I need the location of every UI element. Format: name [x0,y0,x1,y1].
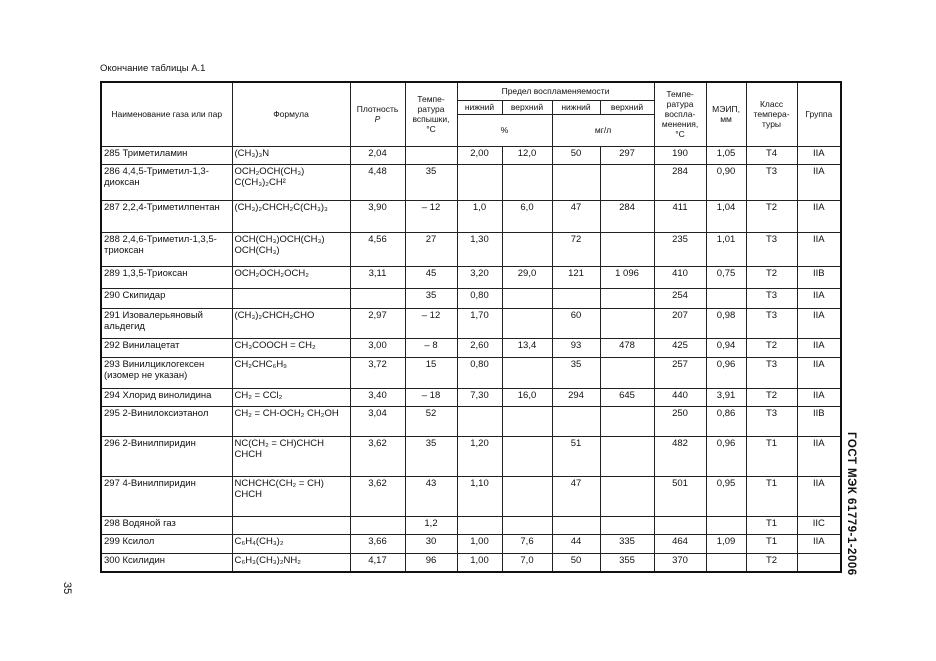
cell-ign: 257 [654,357,706,388]
header-flammability-limit: Предел воспламеняемости [457,82,654,100]
cell-mesg [706,553,746,572]
header-formula: Формула [232,82,350,146]
cell-formula: NC(CH₂ = CH)CHCH CHCH [232,436,350,476]
cell-name: 295 2-Винилоксиэтанол [101,406,232,436]
cell-low-pct: 2,00 [457,146,502,164]
cell-ign: 501 [654,476,706,516]
substances-table [100,81,842,573]
cell-low-mg: 50 [552,146,600,164]
cell-low-mg [552,406,600,436]
cell-tclass: T2 [746,338,797,357]
cell-density: 2,04 [350,146,405,164]
cell-ign: 284 [654,164,706,200]
cell-group: IIA [797,164,841,200]
cell-flash: 35 [405,164,457,200]
cell-low-mg: 51 [552,436,600,476]
cell-low-pct: 2,60 [457,338,502,357]
cell-low-pct: 1,30 [457,232,502,266]
cell-ign: 440 [654,388,706,406]
cell-low-pct: 1,70 [457,308,502,338]
cell-flash: – 18 [405,388,457,406]
cell-ign: 410 [654,266,706,288]
cell-up-pct: 7,0 [502,553,552,572]
cell-up-mg [600,476,654,516]
cell-mesg [706,288,746,308]
cell-density: 3,00 [350,338,405,357]
cell-group: IIA [797,388,841,406]
cell-density [350,288,405,308]
cell-mesg: 0,96 [706,436,746,476]
cell-name: 289 1,3,5-Триоксан [101,266,232,288]
cell-ign: 370 [654,553,706,572]
page-number: 35 [61,582,73,595]
cell-up-pct [502,357,552,388]
cell-mesg: 0,94 [706,338,746,357]
cell-formula: CH₃COOCH = CH₂ [232,338,350,357]
table-row [101,308,841,338]
cell-low-mg: 93 [552,338,600,357]
cell-low-mg: 47 [552,476,600,516]
table-row [101,164,841,200]
header-flash-point: Темпе-ратура вспышки, °С [405,82,457,146]
cell-up-mg: 478 [600,338,654,357]
cell-low-pct: 1,0 [457,200,502,232]
cell-group: IIA [797,308,841,338]
cell-formula: CH₂CHC₆H₉ [232,357,350,388]
cell-up-mg: 1 096 [600,266,654,288]
cell-up-mg: 645 [600,388,654,406]
cell-group: IIA [797,534,841,553]
cell-tclass: T1 [746,534,797,553]
cell-ign: 235 [654,232,706,266]
cell-low-pct [457,516,502,534]
cell-density: 4,48 [350,164,405,200]
cell-tclass: T3 [746,164,797,200]
cell-flash: 30 [405,534,457,553]
cell-up-pct: 12,0 [502,146,552,164]
cell-low-pct: 7,30 [457,388,502,406]
cell-density: 3,04 [350,406,405,436]
header-mg-per-l: мг/л [552,114,654,146]
header-mesg: МЭИП, мм [706,82,746,146]
cell-formula: CH₂ = CCl₂ [232,388,350,406]
cell-flash: 96 [405,553,457,572]
header-upper-pct: верхний [502,100,552,114]
cell-low-mg: 72 [552,232,600,266]
cell-up-pct: 29,0 [502,266,552,288]
cell-group: IIA [797,146,841,164]
cell-mesg: 0,90 [706,164,746,200]
cell-low-mg: 47 [552,200,600,232]
cell-tclass: T1 [746,436,797,476]
cell-formula [232,516,350,534]
cell-name: 299 Ксилол [101,534,232,553]
table-row [101,232,841,266]
cell-name: 287 2,2,4-Триметилпентан [101,200,232,232]
header-lower-mg: нижний [552,100,600,114]
cell-up-mg: 335 [600,534,654,553]
table-header [101,82,841,146]
cell-up-mg [600,436,654,476]
cell-up-pct [502,164,552,200]
cell-up-pct [502,308,552,338]
cell-formula: OCH(CH₃)OCH(CH₃) OCH(CH₃) [232,232,350,266]
cell-flash: – 12 [405,200,457,232]
cell-up-mg [600,164,654,200]
cell-mesg: 0,75 [706,266,746,288]
cell-density: 4,56 [350,232,405,266]
cell-up-pct: 6,0 [502,200,552,232]
cell-up-mg [600,232,654,266]
cell-group [797,553,841,572]
header-density-label: Плотность [356,104,399,115]
table-row [101,357,841,388]
cell-ign: 411 [654,200,706,232]
cell-ign: 464 [654,534,706,553]
cell-ign: 250 [654,406,706,436]
cell-ign: 482 [654,436,706,476]
cell-mesg [706,516,746,534]
cell-mesg: 0,95 [706,476,746,516]
table-row [101,338,841,357]
cell-mesg: 0,96 [706,357,746,388]
cell-group: IIB [797,406,841,436]
cell-density: 3,11 [350,266,405,288]
cell-flash: 35 [405,288,457,308]
cell-ign: 190 [654,146,706,164]
cell-group: IIC [797,516,841,534]
cell-mesg: 1,01 [706,232,746,266]
cell-low-mg [552,516,600,534]
cell-mesg: 1,09 [706,534,746,553]
table-row [101,476,841,516]
header-percent: % [457,114,552,146]
cell-tclass: T3 [746,232,797,266]
cell-flash: 43 [405,476,457,516]
table-row [101,146,841,164]
cell-flash: 27 [405,232,457,266]
cell-name: 298 Водяной газ [101,516,232,534]
cell-tclass: T3 [746,406,797,436]
cell-low-mg [552,164,600,200]
cell-formula: (CH₃)₂CHCH₂C(CH₃)₃ [232,200,350,232]
table-row [101,266,841,288]
cell-formula: OCH₂OCH(CH₃) C(CH₃)₂CH² [232,164,350,200]
cell-low-mg [552,288,600,308]
cell-formula: C₆H₃(CH₃)₂NH₂ [232,553,350,572]
cell-group: IIA [797,288,841,308]
cell-formula: C₆H₄(CH₃)₂ [232,534,350,553]
cell-group: IIA [797,200,841,232]
table-row [101,553,841,572]
cell-density: 3,72 [350,357,405,388]
table-body [101,146,841,572]
cell-up-mg: 355 [600,553,654,572]
cell-tclass: T3 [746,357,797,388]
cell-density: 4,17 [350,553,405,572]
cell-low-pct [457,164,502,200]
cell-up-mg [600,288,654,308]
cell-name: 294 Хлорид винолидина [101,388,232,406]
cell-low-mg: 294 [552,388,600,406]
cell-up-pct: 7,6 [502,534,552,553]
cell-group: IIA [797,357,841,388]
table-row [101,288,841,308]
cell-density: 3,66 [350,534,405,553]
cell-up-pct [502,406,552,436]
cell-up-mg: 297 [600,146,654,164]
cell-tclass: T2 [746,266,797,288]
cell-up-mg [600,357,654,388]
cell-low-mg: 121 [552,266,600,288]
cell-name: 293 Винилциклогексен (изомер не указан) [101,357,232,388]
cell-flash: 35 [405,436,457,476]
cell-flash: – 8 [405,338,457,357]
cell-name: 290 Скипидар [101,288,232,308]
cell-ign: 254 [654,288,706,308]
cell-density: 3,40 [350,388,405,406]
cell-density: 2,97 [350,308,405,338]
cell-ign: 207 [654,308,706,338]
cell-tclass: T3 [746,288,797,308]
cell-up-pct: 16,0 [502,388,552,406]
cell-mesg: 3,91 [706,388,746,406]
cell-up-pct [502,232,552,266]
cell-low-mg: 44 [552,534,600,553]
cell-flash: 52 [405,406,457,436]
cell-group: IIA [797,232,841,266]
cell-low-pct: 0,80 [457,288,502,308]
cell-tclass: T4 [746,146,797,164]
table-row [101,406,841,436]
cell-name: 286 4,4,5-Триметил-1,3-диоксан [101,164,232,200]
cell-tclass: T2 [746,388,797,406]
cell-low-pct: 1,00 [457,534,502,553]
cell-tclass: T2 [746,200,797,232]
cell-group: IIA [797,476,841,516]
cell-tclass: T2 [746,553,797,572]
cell-ign [654,516,706,534]
cell-low-mg: 60 [552,308,600,338]
cell-name: 292 Винилацетат [101,338,232,357]
cell-group: IIA [797,436,841,476]
header-group: Группа [797,82,841,146]
cell-tclass: T1 [746,476,797,516]
cell-up-mg [600,406,654,436]
cell-up-mg [600,308,654,338]
cell-low-pct [457,406,502,436]
table-row [101,200,841,232]
cell-mesg: 0,86 [706,406,746,436]
cell-up-pct [502,476,552,516]
cell-tclass: T3 [746,308,797,338]
cell-name: 297 4-Винилпиридин [101,476,232,516]
cell-tclass: T1 [746,516,797,534]
cell-low-pct: 1,10 [457,476,502,516]
cell-formula: (CH₃)₂CHCH₂CHO [232,308,350,338]
cell-flash: 45 [405,266,457,288]
header-name: Наименование газа или пар [101,82,232,146]
header-density-symbol: P [374,114,381,125]
table-row [101,388,841,406]
cell-formula: CH₂ = CH-OCH₂ CH₂OH [232,406,350,436]
cell-formula: NCHCHC(CH₂ = CH) CHCH [232,476,350,516]
cell-group: IIB [797,266,841,288]
cell-name: 285 Триметиламин [101,146,232,164]
cell-up-pct [502,516,552,534]
cell-up-mg: 284 [600,200,654,232]
table-row [101,534,841,553]
header-temp-class: Класс темпера-туры [746,82,797,146]
cell-group: IIA [797,338,841,357]
cell-name: 300 Ксилидин [101,553,232,572]
cell-formula [232,288,350,308]
cell-flash: 15 [405,357,457,388]
table-caption: Окончание таблицы А.1 [100,63,206,74]
cell-low-pct: 1,00 [457,553,502,572]
cell-density [350,516,405,534]
cell-mesg: 1,05 [706,146,746,164]
cell-up-pct: 13,4 [502,338,552,357]
table-row [101,436,841,476]
standard-designation: ГОСТ МЭК 61779-1-2006 [845,432,857,576]
cell-low-pct: 0,80 [457,357,502,388]
cell-ign: 425 [654,338,706,357]
cell-low-mg: 35 [552,357,600,388]
cell-formula: OCH₂OCH₂OCH₂ [232,266,350,288]
cell-mesg: 1,04 [706,200,746,232]
cell-name: 296 2-Винилпиридин [101,436,232,476]
cell-density: 3,62 [350,476,405,516]
cell-low-pct: 1,20 [457,436,502,476]
header-ignition-temp: Темпе-ратура воспла-менения, °С [654,82,706,146]
cell-low-pct: 3,20 [457,266,502,288]
cell-up-pct [502,288,552,308]
header-lower-pct: нижний [457,100,502,114]
cell-low-mg: 50 [552,553,600,572]
cell-name: 291 Изовалерьяновый альдегид [101,308,232,338]
cell-flash: – 12 [405,308,457,338]
cell-formula: (CH₃)₃N [232,146,350,164]
cell-flash [405,146,457,164]
cell-density: 3,90 [350,200,405,232]
cell-up-mg [600,516,654,534]
header-upper-mg: верхний [600,100,654,114]
table-row [101,516,841,534]
header-density [350,82,405,146]
cell-mesg: 0,98 [706,308,746,338]
cell-name: 288 2,4,6-Триметил-1,3,5-триоксан [101,232,232,266]
cell-up-pct [502,436,552,476]
cell-flash: 1,2 [405,516,457,534]
cell-density: 3,62 [350,436,405,476]
